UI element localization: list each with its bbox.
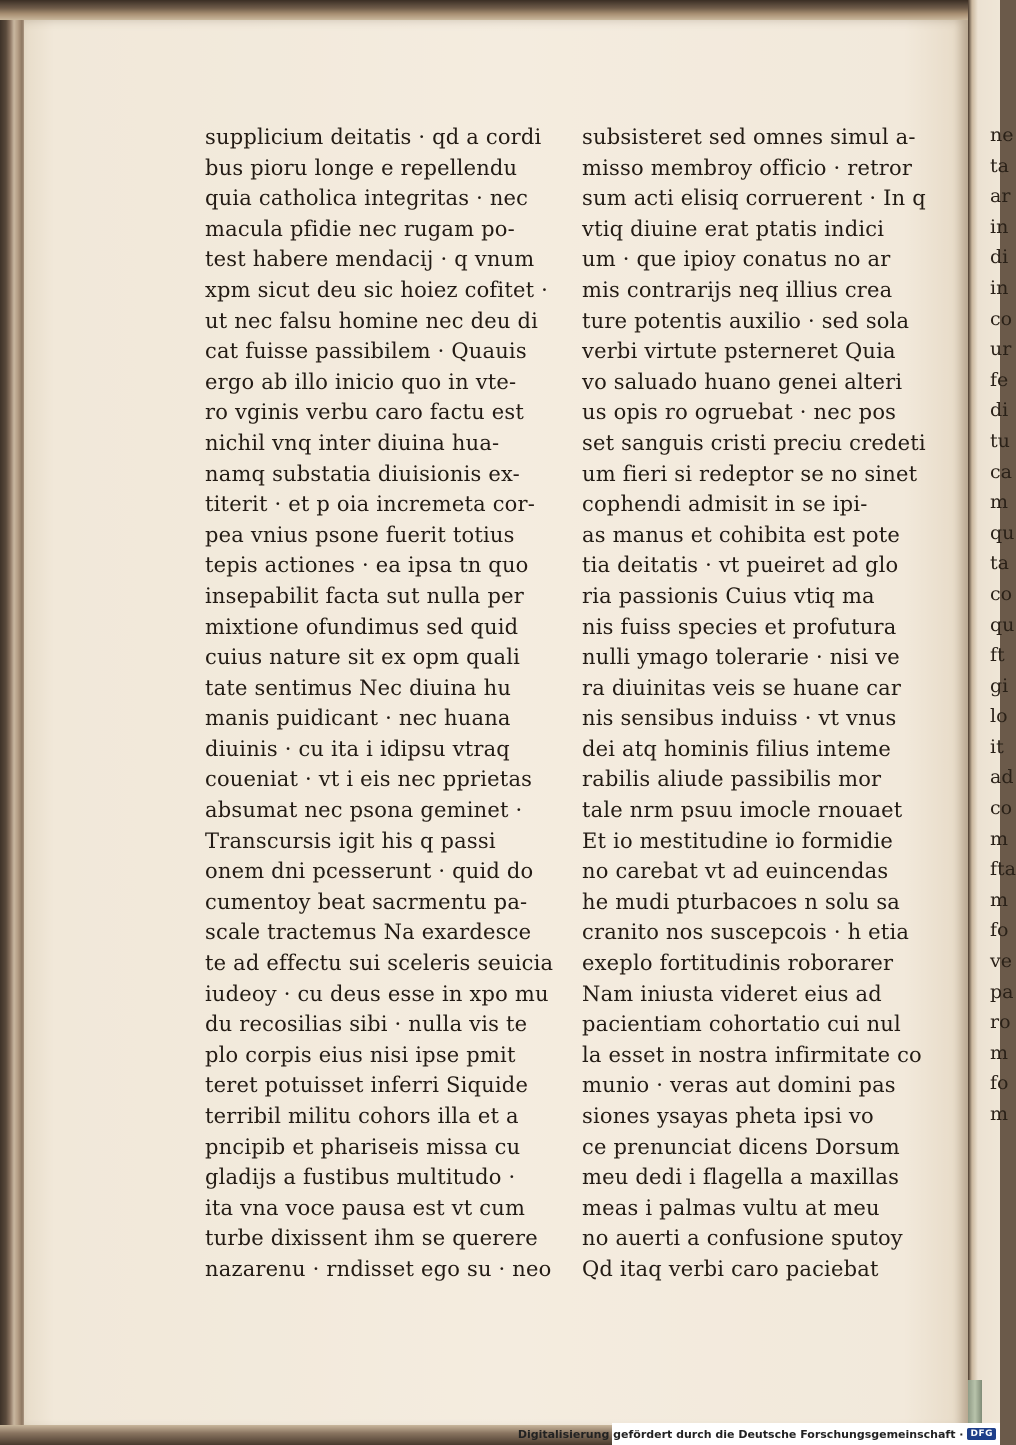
text-line: ce prenunciat dicens Dorsum [582, 1134, 900, 1159]
facing-page-fragment: it [990, 735, 1004, 758]
text-line: ergo ab illo inicio quo in vte- [205, 369, 517, 394]
text-line: exeplo fortitudinis roborarer [582, 951, 894, 976]
text-line: insepabilit facta sut nulla per [205, 583, 525, 608]
text-line: cumentoy beat sacrmentu pa- [205, 889, 528, 914]
text-line: dei atq hominis filius inteme [582, 736, 891, 761]
text-line: siones ysayas pheta ipsi vo [582, 1104, 874, 1128]
text-line: du recosilias sibi · nulla vis te [205, 1012, 528, 1037]
text-line: nichil vnq inter diuina hua- [205, 430, 500, 455]
text-line: tepis actiones · ea ipsa tn quo [205, 553, 529, 578]
facing-page-fragment: lo [990, 705, 1008, 728]
text-line: ut nec falsu homine nec deu di [205, 308, 539, 333]
text-line: macula pfidie nec rugam po- [205, 216, 515, 241]
text-line: test habere mendacij · q vnum [205, 247, 535, 272]
text-line: no auerti a confusione sputoy [582, 1226, 903, 1251]
text-line: gladijs a fustibus multitudo · [205, 1165, 516, 1190]
text-line: cranito nos suscepcois · h etia [582, 920, 910, 945]
text-line: nazarenu · rndisset ego su · neo [205, 1256, 552, 1281]
text-column-right [582, 122, 926, 1285]
facing-page-fragment: m [990, 491, 1009, 514]
text-line: ture potentis auxilio · sed sola [582, 308, 910, 333]
text-line: um fieri si redeptor se no sinet [582, 461, 918, 486]
facing-page-fragment: m [990, 1041, 1009, 1064]
text-line: ria passionis Cuius vtiq ma [582, 583, 875, 608]
text-line: la esset in nostra infirmitate co [582, 1042, 922, 1067]
text-line: set sanguis cristi preciu credeti [582, 430, 926, 455]
text-line: no carebat vt ad euincendas [582, 859, 889, 884]
text-line: mis contrarijs neq illius crea [582, 277, 893, 302]
text-line: nulli ymago tolerarie · nisi ve [582, 645, 900, 670]
text-line: tate sentimus Nec diuina hu [205, 675, 512, 700]
text-line: tia deitatis · vt pueiret ad glo [582, 553, 899, 578]
text-line: misso membroy officio · retror [582, 155, 913, 180]
facing-page-fragment: ve [990, 950, 1012, 973]
text-line: ra diuinitas veis se huane car [582, 675, 902, 700]
text-line: munio · veras aut domini pas [582, 1073, 896, 1098]
text-line: plo corpis eius nisi ipse pmit [205, 1042, 516, 1067]
text-line: vtiq diuine erat ptatis indici [582, 216, 885, 241]
facing-page-fragment: fta [990, 858, 1016, 881]
digitization-footer [517, 1423, 1000, 1445]
facing-page-fragment: di [990, 246, 1009, 269]
facing-page-fragment: co [990, 582, 1013, 605]
facing-page-fragment: qu [990, 521, 1015, 544]
facing-page-fragment: m [990, 888, 1009, 911]
text-line: sum acti elisiq corruerent · In q [582, 186, 926, 211]
text-line: diuinis · cu ita i idipsu vtraq [205, 736, 510, 761]
text-line: supplicium deitatis · qd a cordi [205, 125, 542, 149]
text-line: nis sensibus induiss · vt vnus [582, 706, 897, 731]
text-line: meas i palmas vultu at meu [582, 1195, 880, 1220]
facing-page-fragment: tu [990, 429, 1010, 452]
text-line: namq substatia diuisionis ex- [205, 461, 520, 486]
facing-page-fragment: co [990, 797, 1013, 820]
text-line: manis puidicant · nec huana [205, 706, 511, 731]
facing-page-fragment: gi [990, 674, 1009, 697]
text-line: subsisteret sed omnes simul a- [582, 125, 916, 149]
text-line: ita vna voce pausa est vt cum [205, 1195, 526, 1220]
text-line: pea vnius psone fuerit totius [205, 522, 515, 547]
text-line: pncipib et phariseis missa cu [205, 1134, 521, 1159]
text-line: cophendi admisit in se ipi- [582, 492, 868, 517]
text-line: Qd itaq verbi caro paciebat [582, 1256, 879, 1281]
text-line: cuius nature sit ex opm quali [205, 645, 521, 670]
facing-page-fragment: fe [990, 368, 1009, 391]
facing-page-fragment: in [990, 215, 1009, 238]
facing-page-fragment: m [990, 827, 1009, 850]
facing-page-fragment: qu [990, 613, 1015, 636]
text-line: cat fuisse passibilem · Quauis [205, 339, 527, 364]
text-line: he mudi pturbacoes n solu sa [582, 889, 901, 914]
facing-page-fragment: di [990, 399, 1009, 422]
facing-page-fragment: ta [990, 154, 1009, 177]
text-line: terribil militu cohors illa et a [205, 1104, 519, 1128]
text-line: Nam iniusta videret eius ad [582, 981, 882, 1006]
text-line: nis fuiss species et profutura [582, 614, 897, 639]
text-line: pacientiam cohortatio cui nul [582, 1012, 901, 1037]
text-line: titerit · et p oia incremeta cor- [205, 492, 536, 517]
text-column-left [205, 122, 554, 1285]
dfg-logo: DFG [967, 1428, 996, 1440]
text-line: teret potuisset inferri Siquide [205, 1073, 529, 1098]
text-line: ro vginis verbu caro factu est [205, 400, 525, 425]
facing-page-fragment: pa [990, 980, 1014, 1003]
facing-page-fragment: in [990, 276, 1009, 299]
facing-page-fragment: ur [990, 338, 1012, 361]
text-line: scale tractemus Na exardesce [205, 920, 532, 945]
book-top-edge [0, 0, 1000, 20]
text-line: turbe dixissent ihm se querere [205, 1226, 538, 1251]
text-line: bus pioru longe e repellendu [205, 155, 518, 180]
text-line: quia catholica integritas · nec [205, 186, 529, 211]
facing-page-fragment: ta [990, 552, 1009, 575]
text-line: mixtione ofundimus sed quid [205, 614, 519, 639]
facing-page-fragment: ad [990, 766, 1014, 789]
text-line: as manus et cohibita est pote [582, 522, 900, 547]
text-line: us opis ro ogruebat · nec pos [582, 400, 897, 425]
facing-page-fragment: ar [990, 185, 1011, 208]
text-line: Transcursis igit his q passi [205, 828, 496, 853]
footer-credit-text: Digitalisierung gefördert durch die Deutsche Forschungsgemeinschaft · [517, 1427, 964, 1441]
facing-page-fragment: co [990, 307, 1013, 330]
facing-page-fragment: m [990, 1103, 1009, 1125]
text-line: te ad effectu sui sceleris seuicia [205, 951, 554, 976]
text-line: vo saluado huano genei alteri [582, 369, 903, 394]
facing-page-fragment: ro [990, 1011, 1011, 1034]
facing-page-fragment: ne [990, 124, 1014, 146]
text-line: iudeoy · cu deus esse in xpo mu [205, 981, 549, 1006]
facing-page-fragment: ft [990, 644, 1005, 667]
text-line: coueniat · vt i eis nec pprietas [205, 767, 533, 792]
text-line: absumat nec psona geminet · [205, 798, 523, 823]
text-line: xpm sicut deu sic hoiez cofitet · [205, 277, 548, 302]
text-line: um · que ipioy conatus no ar [582, 247, 891, 272]
text-line: rabilis aliude passibilis mor [582, 767, 882, 792]
text-line: tale nrm psuu imocle rnouaet [582, 798, 903, 823]
facing-page-fragment: fo [990, 919, 1009, 942]
facing-page-text [990, 120, 1016, 1130]
text-line: meu dedi i flagella a maxillas [582, 1165, 900, 1190]
text-line: Et io mestitudine io formidie [582, 828, 894, 853]
text-line: verbi virtute psterneret Quia [582, 339, 896, 364]
facing-page-fragment: ca [990, 460, 1012, 483]
facing-page-fragment: fo [990, 1072, 1009, 1095]
text-line: onem dni pcesserunt · quid do [205, 859, 534, 884]
